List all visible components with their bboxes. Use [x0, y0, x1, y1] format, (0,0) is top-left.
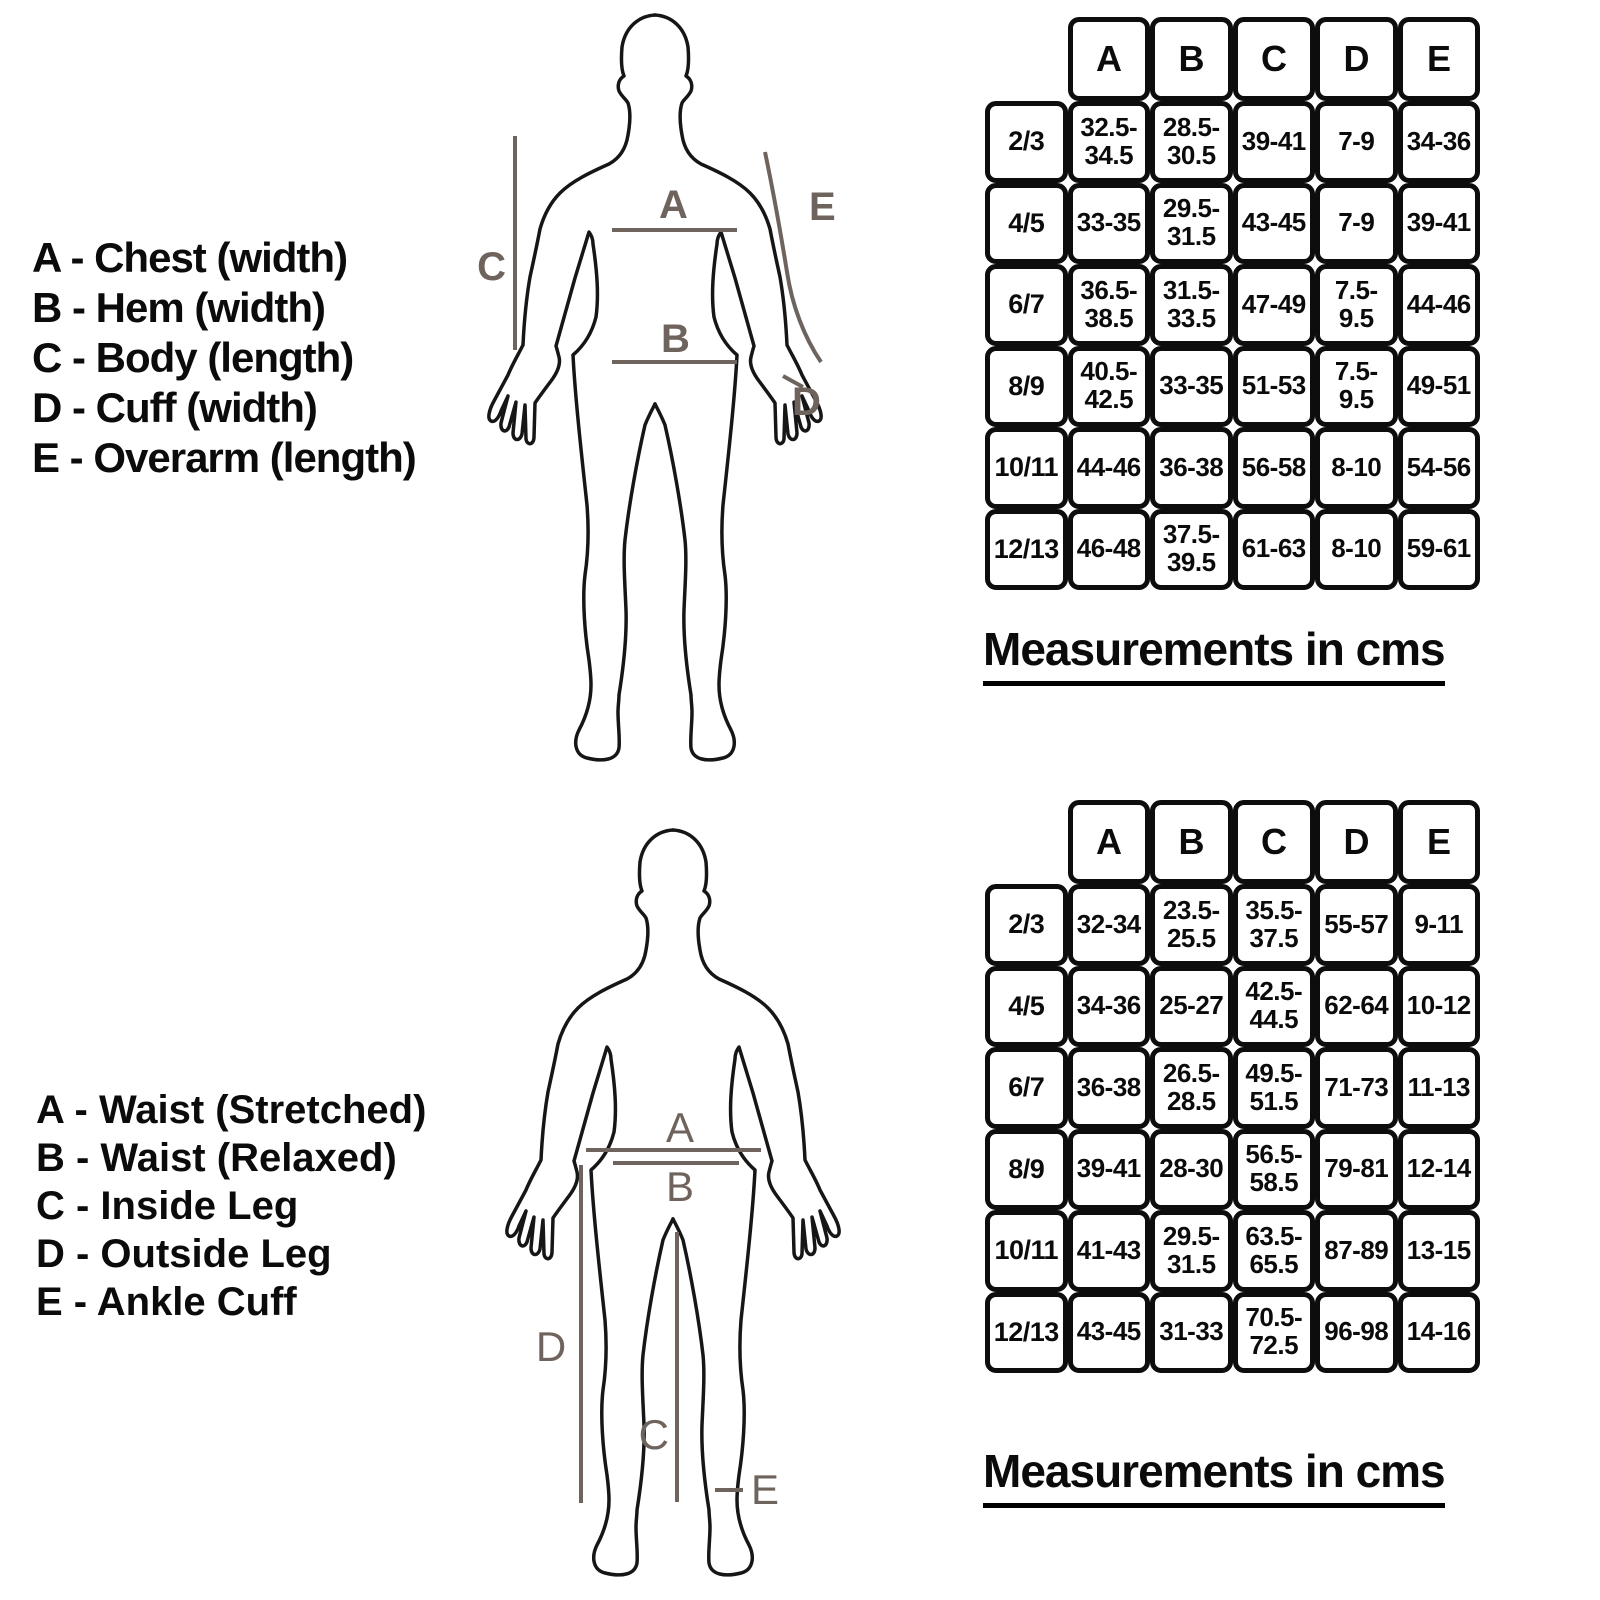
inside-leg-label: C: [638, 1411, 669, 1458]
measurement-cell: 11-13: [1398, 1047, 1481, 1129]
measurement-cell: 44-46: [1398, 264, 1481, 346]
measurement-cell: 36.5-38.5: [1068, 264, 1151, 346]
outside-leg-label: D: [535, 1323, 567, 1370]
measurement-cell: 26.5-28.5: [1150, 1047, 1233, 1129]
measurement-cell: 23.5-25.5: [1150, 884, 1233, 966]
measurement-cell: 79-81: [1315, 1129, 1398, 1211]
row-size-label: 4/5: [985, 183, 1068, 265]
legend-line-d: D - Cuff (width): [32, 384, 317, 431]
shirt-body-figure: [435, 0, 875, 780]
measurement-cell: 40.5-42.5: [1068, 346, 1151, 428]
measurement-cell: 87-89: [1315, 1210, 1398, 1292]
body-outline: [489, 15, 821, 760]
column-header-e: E: [1398, 800, 1481, 884]
column-header-b: B: [1150, 800, 1233, 884]
overarm-length-label: E: [809, 185, 835, 229]
measurement-cell: 56-58: [1233, 427, 1316, 509]
hem-width-label: B: [661, 317, 689, 361]
measurement-cell: 29.5-31.5: [1150, 1210, 1233, 1292]
measurement-cell: 7.5-9.5: [1315, 346, 1398, 428]
column-header-e: E: [1398, 17, 1481, 101]
row-size-label: 10/11: [985, 1210, 1068, 1292]
measurement-cell: 36-38: [1068, 1047, 1151, 1129]
row-size-label: 2/3: [985, 884, 1068, 966]
legend-line-b: B - Waist (Relaxed): [36, 1136, 397, 1180]
measurement-cell: 10-12: [1398, 966, 1481, 1048]
overarm-length-curve: [765, 152, 821, 362]
measurement-cell: 39-41: [1398, 183, 1481, 265]
row-size-label: 4/5: [985, 966, 1068, 1048]
table-corner: [985, 17, 1068, 101]
measurement-cell: 56.5-58.5: [1233, 1129, 1316, 1211]
legend-line-e: E - Overarm (length): [32, 434, 416, 481]
measurement-cell: 34-36: [1068, 966, 1151, 1048]
measurement-cell: 35.5-37.5: [1233, 884, 1316, 966]
measurement-cell: 29.5-31.5: [1150, 183, 1233, 265]
measurement-cell: 39-41: [1068, 1129, 1151, 1211]
measurement-cell: 31.5-33.5: [1150, 264, 1233, 346]
column-header-a: A: [1068, 800, 1151, 884]
measurement-cell: 43-45: [1233, 183, 1316, 265]
measurement-cell: 7-9: [1315, 101, 1398, 183]
measurement-cell: 59-61: [1398, 509, 1481, 591]
measurement-cell: 51-53: [1233, 346, 1316, 428]
measurement-cell: 61-63: [1233, 509, 1316, 591]
measurement-cell: 62-64: [1315, 966, 1398, 1048]
measurement-cell: 33-35: [1150, 346, 1233, 428]
column-header-d: D: [1315, 800, 1398, 884]
shirt-caption: Measurements in cms: [983, 622, 1445, 686]
measurement-cell: 70.5-72.5: [1233, 1292, 1316, 1374]
chest-width-label: A: [659, 183, 687, 227]
measurement-cell: 13-15: [1398, 1210, 1481, 1292]
measurement-cell: 28-30: [1150, 1129, 1233, 1211]
measurement-cell: 37.5-39.5: [1150, 509, 1233, 591]
row-size-label: 12/13: [985, 1292, 1068, 1374]
pants-legend: [36, 1086, 426, 1326]
measurement-cell: 33-35: [1068, 183, 1151, 265]
column-header-c: C: [1233, 800, 1316, 884]
row-size-label: 10/11: [985, 427, 1068, 509]
measurement-cell: 8-10: [1315, 509, 1398, 591]
measurement-cell: 28.5-30.5: [1150, 101, 1233, 183]
ankle-cuff-label: E: [751, 1466, 780, 1513]
column-header-c: C: [1233, 17, 1316, 101]
table-corner: [985, 800, 1068, 884]
measurement-cell: 7.5-9.5: [1315, 264, 1398, 346]
measurement-cell: 39-41: [1233, 101, 1316, 183]
measurement-cell: 36-38: [1150, 427, 1233, 509]
row-size-label: 6/7: [985, 1047, 1068, 1129]
measurement-cell: 42.5-44.5: [1233, 966, 1316, 1048]
cuff-width-label: D: [792, 380, 820, 424]
measurement-cell: 12-14: [1398, 1129, 1481, 1211]
legend-line-e: E - Ankle Cuff: [36, 1280, 297, 1324]
body-length-label: C: [477, 245, 505, 289]
legend-line-d: D - Outside Leg: [36, 1232, 332, 1276]
shirt-legend: [32, 233, 416, 483]
measurement-cell: 63.5-65.5: [1233, 1210, 1316, 1292]
measurement-cell: 8-10: [1315, 427, 1398, 509]
measurement-cell: 55-57: [1315, 884, 1398, 966]
column-header-d: D: [1315, 17, 1398, 101]
measurement-cell: 31-33: [1150, 1292, 1233, 1374]
measurement-cell: 14-16: [1398, 1292, 1481, 1374]
legend-line-c: C - Inside Leg: [36, 1184, 299, 1228]
measurement-cell: 43-45: [1068, 1292, 1151, 1374]
measurement-cell: 25-27: [1150, 966, 1233, 1048]
measurement-cell: 32-34: [1068, 884, 1151, 966]
measurement-cell: 46-48: [1068, 509, 1151, 591]
legend-line-a: A - Chest (width): [32, 234, 348, 281]
measurement-cell: 96-98: [1315, 1292, 1398, 1374]
measurement-cell: 32.5-34.5: [1068, 101, 1151, 183]
row-size-label: 8/9: [985, 1129, 1068, 1211]
legend-line-b: B - Hem (width): [32, 284, 325, 331]
row-size-label: 12/13: [985, 509, 1068, 591]
waist-relaxed-label: B: [665, 1163, 695, 1210]
pants-body-figure: [453, 815, 893, 1595]
measurement-cell: 49-51: [1398, 346, 1481, 428]
measurement-cell: 47-49: [1233, 264, 1316, 346]
measurement-cell: 44-46: [1068, 427, 1151, 509]
legend-line-a: A - Waist (Stretched): [36, 1088, 427, 1132]
pants-caption: Measurements in cms: [983, 1444, 1445, 1508]
shirt-size-table: [985, 17, 1480, 590]
measurement-cell: 49.5-51.5: [1233, 1047, 1316, 1129]
column-header-a: A: [1068, 17, 1151, 101]
measurement-cell: 7-9: [1315, 183, 1398, 265]
measurement-cell: 41-43: [1068, 1210, 1151, 1292]
row-size-label: 6/7: [985, 264, 1068, 346]
waist-stretched-label: A: [665, 1104, 695, 1151]
measurement-cell: 54-56: [1398, 427, 1481, 509]
measurement-cell: 71-73: [1315, 1047, 1398, 1129]
row-size-label: 8/9: [985, 346, 1068, 428]
row-size-label: 2/3: [985, 101, 1068, 183]
pants-size-table: [985, 800, 1480, 1373]
measurement-cell: 9-11: [1398, 884, 1481, 966]
legend-line-c: C - Body (length): [32, 334, 354, 381]
column-header-b: B: [1150, 17, 1233, 101]
measurement-cell: 34-36: [1398, 101, 1481, 183]
